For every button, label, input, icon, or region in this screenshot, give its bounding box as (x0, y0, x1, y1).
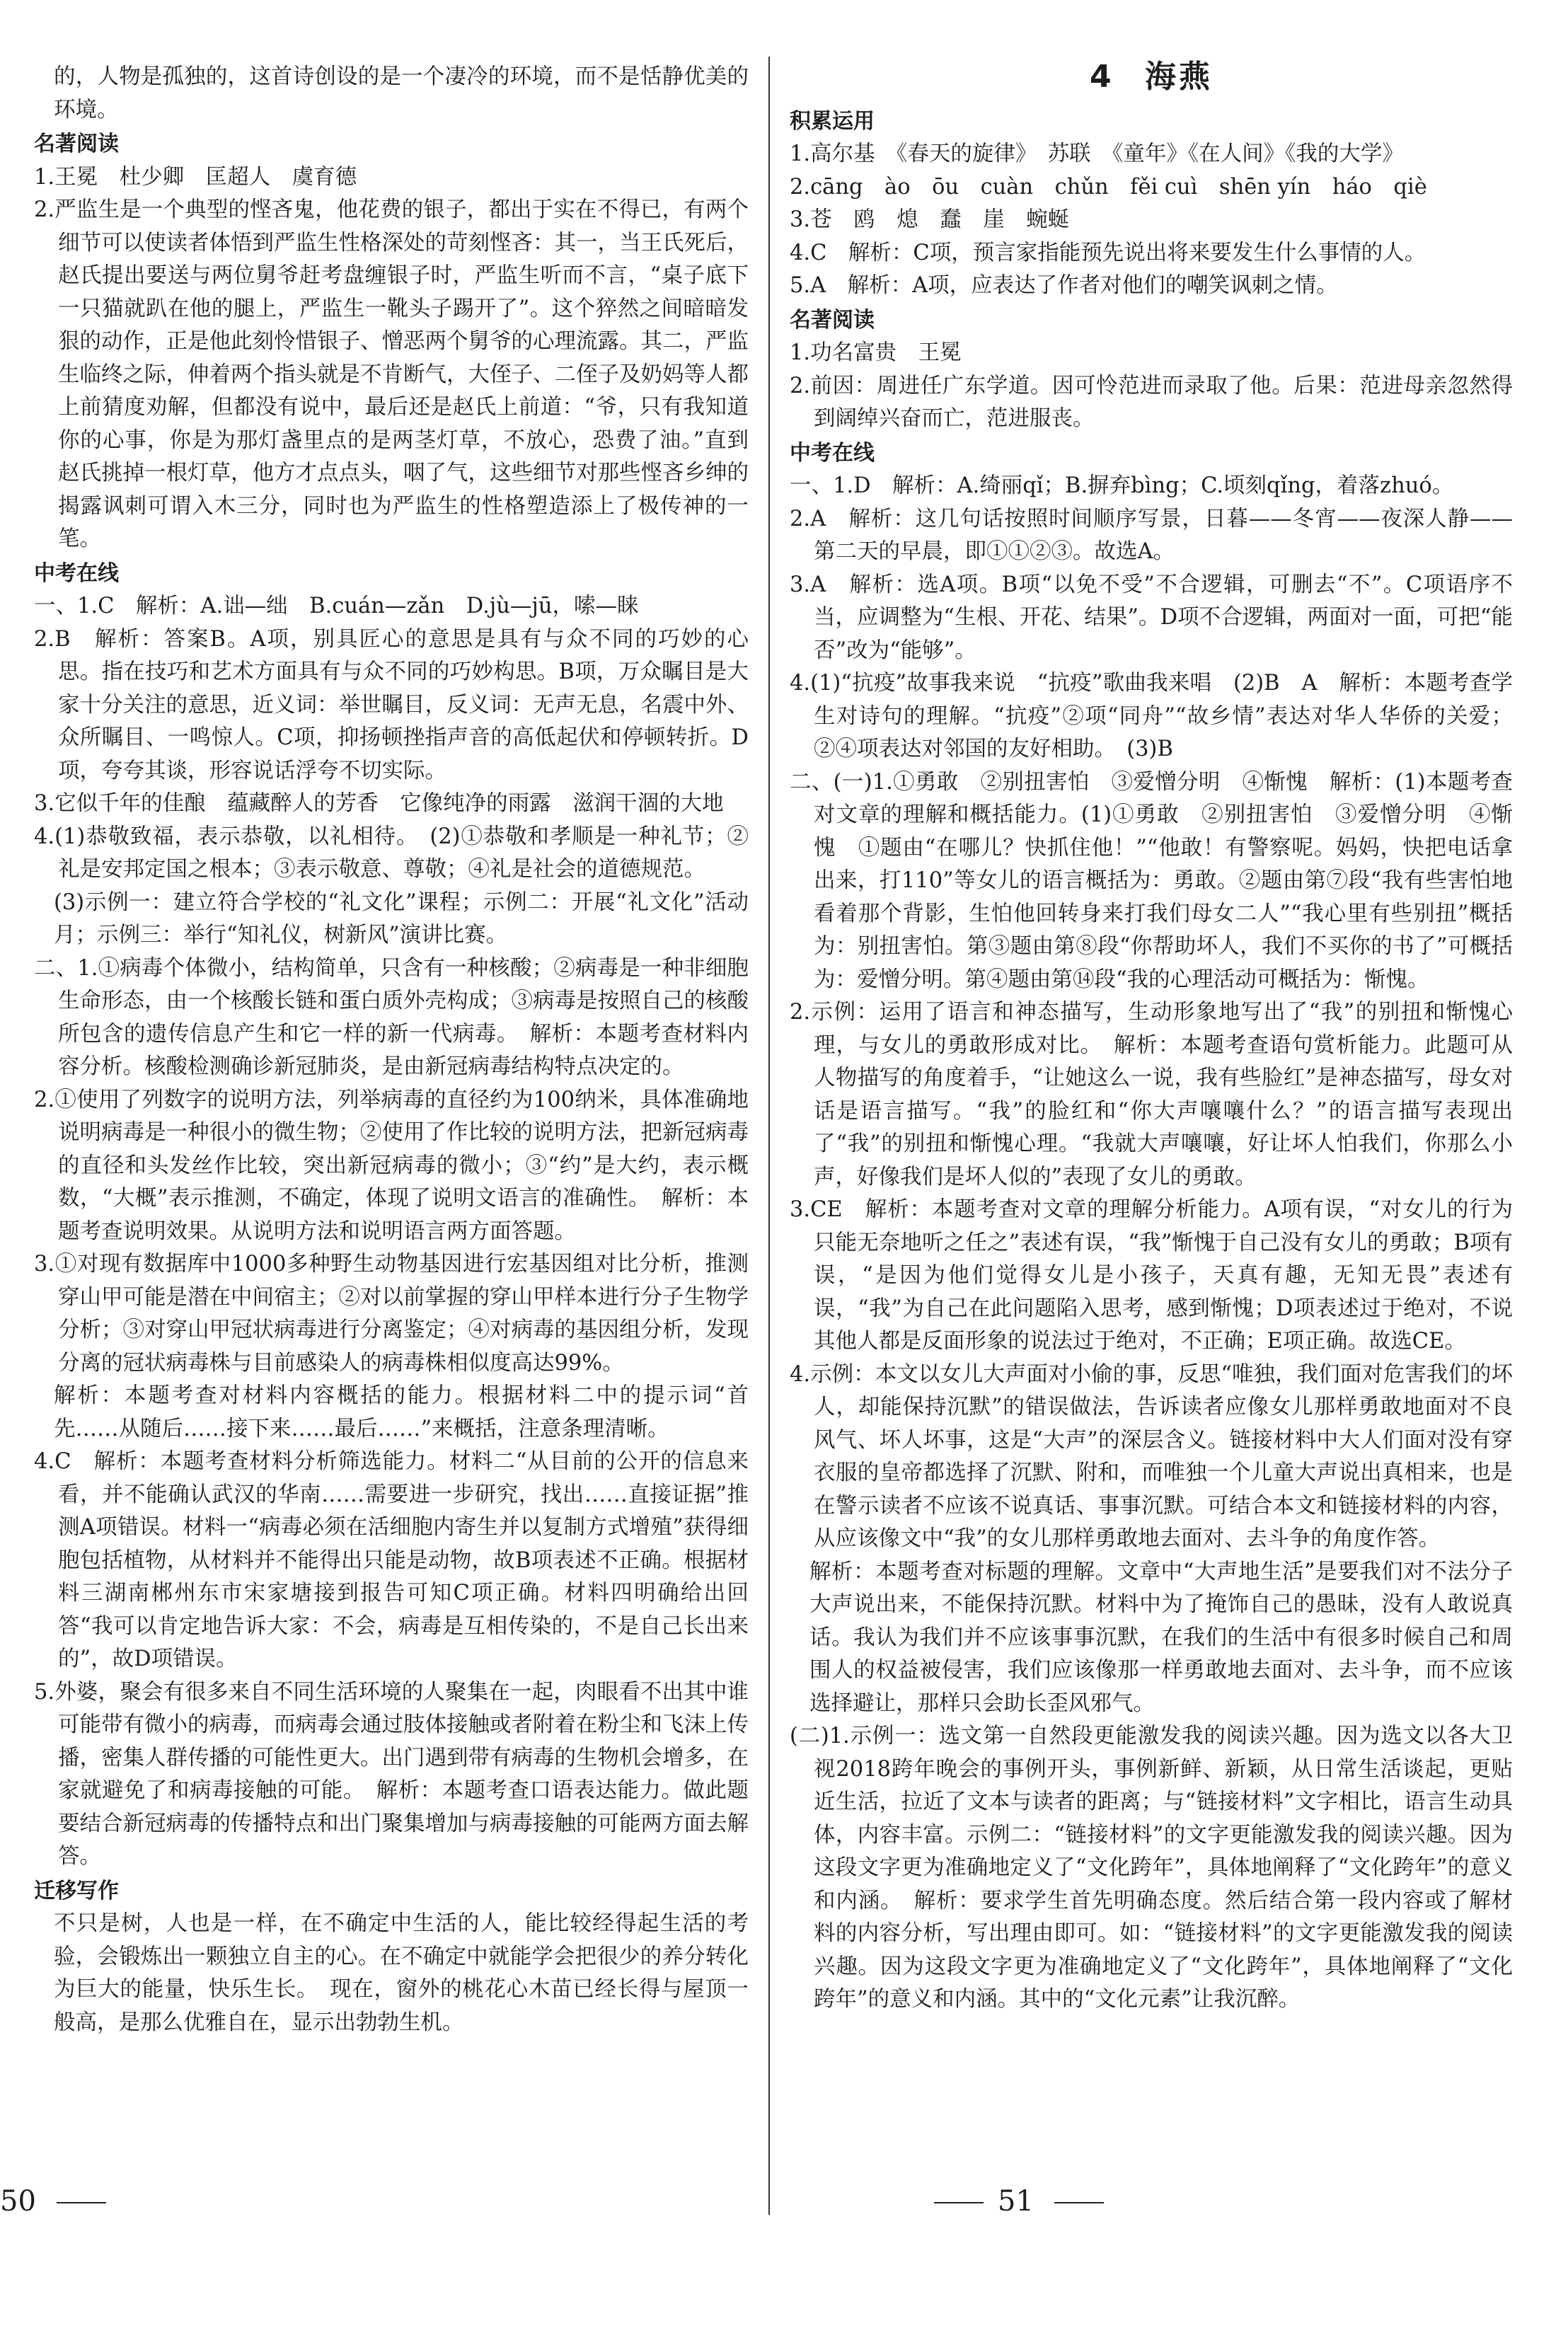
answer-item: 一、1.D 解析：A.绮丽qǐ；B.摒弃bìng；C.顷刻qǐng，着落zhuó。 (790, 473, 1454, 498)
section-heading: 名著阅读 (790, 307, 875, 333)
intro-text: 的，人物是孤独的，这首诗创设的是一个凄冷的环境，而不是恬静优美的环境。 (54, 64, 749, 122)
analysis-text: 解析：本题考查对材料内容概括的能力。根据材料二中的提示词“首先……从随后……接下来……最后……”来概括，注意条理清晰。 (54, 1383, 749, 1441)
answer-item: 3.它似千年的佳酿 蕴藏醉人的芳香 它像纯净的雨露 滋润干涸的大地 (34, 791, 724, 816)
answer-item: 5.A 解析：A项，应表达了作者对他们的嘲笑讽刺之情。 (790, 273, 1338, 298)
answer-item: 4.(1)恭敬致福，表示恭敬，以礼相待。 (2)①恭敬和孝顺是一种礼节；②礼是安邦定国之根本；③表示敬意、尊敬；④礼是社会的道德规范。 (34, 824, 749, 882)
section-heading: 中考在线 (34, 560, 119, 586)
answer-item: 1.高尔基 《春天的旋律》 苏联 《童年》《在人间》《我的大学》 (790, 142, 1404, 166)
section-heading: 迁移写作 (34, 1878, 119, 1903)
page-number-rule (57, 2202, 106, 2203)
writing-text: 不只是树，人也是一样，在不确定中生活的人，能比较经得起生活的考验，会锻炼出一颗独立自主的心。在不确定中就能学会把很少的养分转化为巨大的能量，快乐生长。 现在，窗外的桃花心木苗已经长得与屋顶一般高，是那么优雅自在，显示出勃勃生机。 (54, 1911, 749, 2035)
answer-item: 2.前因：周进任广东学道。因可怜范进而录取了他。后果：范进母亲忽然得到阔绰兴奋而亡，范进服丧。 (790, 373, 1513, 431)
answer-item: 5.外婆，聚会有很多来自不同生活环境的人聚集在一起，肉眼看不出其中谁可能带有微小的病毒，而病毒会通过肢体接触或者附着在粉尘和飞沫上传播，密集人群传播的可能性更大。出门遇到带有病毒的生物机会增多，在家就避免了和病毒接触的可能。 解析：本题考查口语表达能力。做此题要结合新冠病毒的传播特点和出门聚集增加与病毒接触的可能两方面去解答。 (34, 1679, 749, 1869)
page-number-right: 51 (998, 2185, 1034, 2218)
answer-item: 2.严监生是一个典型的悭吝鬼，他花费的银子，都出于实在不得已，有两个细节可以使读者体悟到严监生性格深处的苛刻悭吝：其一，当王氏死后，赵氏提出要送与两位舅爷赶考盘缠银子时，严监生听而不言，“桌子底下一只猫就趴在他的腿上，严监生一靴头子踢开了”。这个猝然之间暗暗发狠的动作，正是他此刻怜惜银子、憎恶两个舅爷的心理流露。其二，严监生临终之际，伸着两个指头就是不肯断气，大侄子、二侄子及奶妈等人都上前猜度劝解，但都没有说中，最后还是赵氏上前道：“爷，只有我知道你的心事，你是为那灯盏里点的是两茎灯草，不放心，恐费了油。”直到赵氏挑掉一根灯草，他方才点点头，咽了气，这些细节对那些悭吝乡绅的揭露讽刺可谓入木三分，同时也为严监生的性格塑造添上了极传神的一笔。 (34, 197, 749, 551)
answer-item: 4.(1)“抗疫”故事我来说 “抗疫”歌曲我来唱 (2)B A 解析：本题考查学生对诗句的理解。“抗疫”②项“同舟”“故乡情”表达对华人华侨的关爱；②④项表达对邻国的友好相助。 (3)B (790, 671, 1513, 761)
page-number-rule (934, 2202, 984, 2203)
page-number-rule (1054, 2202, 1104, 2203)
answer-item: (二)1.示例一：选文第一自然段更能激发我的阅读兴趣。因为选文以各大卫视2018跨年晚会的事例开头，事例新鲜、新颖，从日常生活谈起，更贴近生活，拉近了文本与读者的距离；与“链接材料”文字相比，语言生动具体，内容丰富。示例二：“链接材料”的文字更能激发我的阅读兴趣。因为这段文字更为准确地定义了“文化跨年”，具体地阐释了“文化跨年”的意义和内涵。 解析：要求学生首先明确态度。然后结合第一段内容或了解材料的内容分析，写出理由即可。如：“链接材料”的文字更能激发我的阅读兴趣。因为这段文字更为准确地定义了“文化跨年”，具体地阐释了“文化跨年”的意义和内涵。其中的“文化元素”让我沉醉。 (790, 1724, 1513, 2012)
page-number-left: 50 (0, 2185, 36, 2218)
unit-number: 4 (1090, 59, 1114, 95)
column-divider (768, 57, 770, 2215)
answer-item: 4.C 解析：C项，预言家指能预先说出将来要发生什么事情的人。 (790, 240, 1426, 265)
unit-title (790, 61, 1513, 94)
unit-name: 海燕 (1144, 59, 1213, 95)
section-heading: 积累运用 (790, 108, 875, 134)
answer-item: 3.①对现有数据库中1000多种野生动物基因进行宏基因组对比分析，推测穿山甲可能是潜在中间宿主；②对以前掌握的穿山甲样本进行分子生物学分析；③对穿山甲冠状病毒进行分离鉴定；④对病毒的基因组分析，发现分离的冠状病毒株与目前感染人的病毒株相似度高达99%。 (34, 1252, 749, 1376)
answer-item: 4.C 解析：本题考查材料分析筛选能力。材料二“从目前的公开的信息来看，并不能确认武汉的华南……需要进一步研究，找出……直接证据”推测A项错误。材料一“病毒必须在活细胞内寄生并以复制方式增殖”获得细胞包括植物，从材料并不能得出只能是动物，故B项表述不正确。根据材料三湖南郴州东市宋家塘接到报告可知C项正确。材料四明确给出回答“我可以肯定地告诉大家：不会，病毒是互相传染的，不是自己长出来的”，故D项错误。 (34, 1449, 749, 1671)
answer-item: 2.A 解析：这几句话按照时间顺序写景，日暮——冬宵——夜深人静——第二天的早晨，即①①②③。故选A。 (790, 506, 1513, 564)
analysis-text: 解析：本题考查对标题的理解。文章中“大声地生活”是要我们对不法分子大声说出来，不能保持沉默。材料中为了掩饰自己的愚昧，没有人敢说真话。我认为我们并不应该事事沉默，在我们的生活中有很多时候自己和周围人的权益被侵害，我们应该像那一样勇敢地去面对、去斗争，而不应该选择避让，那样只会助长歪风邪气。 (809, 1559, 1513, 1716)
answer-item: 4.示例：本文以女儿大声面对小偷的事，反思“唯独，我们面对危害我们的坏人，却能保持沉默”的错误做法，告诉读者应像女儿那样勇敢地面对不良风气、坏人坏事，这是“大声”的深层含义。链接材料中大人们面对没有穿衣服的皇帝都选择了沉默、附和，而唯独一个儿童大声说出真相来，也是在警示读者不应该不说真话、事事沉默。可结合本文和链接材料的内容，从应该像文中“我”的女儿那样勇敢地去面对、去斗争的角度作答。 (790, 1361, 1513, 1551)
answer-item: 3.苍 鸥 熄 蠢 崖 蜿蜒 (790, 207, 1070, 232)
right-column (790, 61, 1513, 2017)
answer-item: 2.①使用了列数字的说明方法，列举病毒的直径约为100纳米，具体准确地说明病毒是一种很小的微生物；②使用了作比较的说明方法，把新冠病毒的直径和头发丝作比较，突出新冠病毒的微小；③“约”是大约，表示概数，“大概”表示推测，不确定，体现了说明文语言的准确性。 解析：本题考查说明效果。从说明方法和说明语言两方面答题。 (34, 1087, 749, 1244)
answer-item: 1.功名富贵 王冕 (790, 340, 962, 365)
section-heading: 名著阅读 (34, 132, 119, 156)
answer-item: 3.CE 解析：本题考查对文章的理解分析能力。A项有误，“对女儿的行为只能无奈地听之任之”表述有误，“我”惭愧于自己没有女儿的勇敢；B项有误，“是因为他们觉得女儿是小孩子，天真有趣，无知无畏”表述有误，“我”为自己在此问题陷入思考，感到惭愧；D项表述过于绝对，不说其他人都是反面形象的说法过于绝对，不正确；E项正确。故选CE。 (790, 1197, 1513, 1354)
answer-item: (3)示例一：建立符合学校的“礼文化”课程；示例二：开展“礼文化”活动月；示例三：举行“知礼仪，树新风”演讲比赛。 (54, 889, 749, 947)
answer-item: 2.B 解析：答案B。A项，别具匠心的意思是具有与众不同的巧妙的心思。指在技巧和艺术方面具有与众不同的巧妙构思。B项，万众瞩目是大家十分关注的意思，近义词：举世瞩目，反义词：无声无息，名震中外、众所瞩目、一鸣惊人。C项，抑扬顿挫指声音的高低起伏和停顿转折。D项，夸夸其谈，形容说话浮夸不切实际。 (34, 626, 749, 783)
answer-item: 1.王冕 杜少卿 匡超人 虞育德 (34, 164, 357, 190)
section-heading: 中考在线 (790, 440, 875, 466)
answer-item: 3.A 解析：选A项。B项“以免不受”不合逻辑，可删去“不”。C项语序不当，应调整为“生根、开花、结果”。D项不合逻辑，两面对一面，可把“能否”改为“能够”。 (790, 572, 1513, 663)
answer-item: 二、(一)1.①勇敢 ②别扭害怕 ③爱憎分明 ④惭愧 解析：(1)本题考查对文章的理解和概括能力。(1)①勇敢 ②别扭害怕 ③爱憎分明 ④惭愧 ①题由“在哪儿？快抓住他！”“他敢！有警察呢。妈妈，快把电话拿出来，打110”等女儿的语言概括为：勇敢。②题由第⑦段“我有些害怕地看着那个背影，生怕他回转身来打我们母女二人”“我心里有些别扭”概括为：别扭害怕。第③题由第⑧段“你帮助坏人，我们不买你的书了”可概括为：爱憎分明。第④题由第⑭段“我的心理活动可概括为：惭愧。 (790, 769, 1513, 992)
left-column (34, 61, 749, 2039)
answer-item: 2.cāng ào ōu cuàn chǔn fěi cuì shēn yín háo qiè (790, 174, 1427, 200)
answer-item: 一、1.C 解析：A.诎—绌 B.cuán—zǎn D.jù—jū，嗦—睐 (34, 594, 639, 618)
answer-item: 2.示例：运用了语言和神态描写，生动形象地写出了“我”的别扭和惭愧心理，与女儿的勇敢形成对比。 解析：本题考查语句赏析能力。此题可从人物描写的角度着手，“让她这么一说，我有些脸红”是神态描写，母女对话是语言描写。“我”的脸红和“你大声嚷嚷什么？”的语言描写表现出了“我”的别扭和惭愧心理。“我就大声嚷嚷，好让坏人怕我们，你那么小声，好像我们是坏人似的”表现了女儿的勇敢。 (790, 1000, 1513, 1189)
answer-item: 二、1.①病毒个体微小，结构简单，只含有一种核酸；②病毒是一种非细胞生命形态，由一个核酸长链和蛋白质外壳构成；③病毒是按照自己的核酸所包含的遗传信息产生和它一样的新一代病毒。 解析：本题考查材料内容分析。核酸检测确诊新冠肺炎，是由新冠病毒结构特点决定的。 (34, 955, 749, 1079)
